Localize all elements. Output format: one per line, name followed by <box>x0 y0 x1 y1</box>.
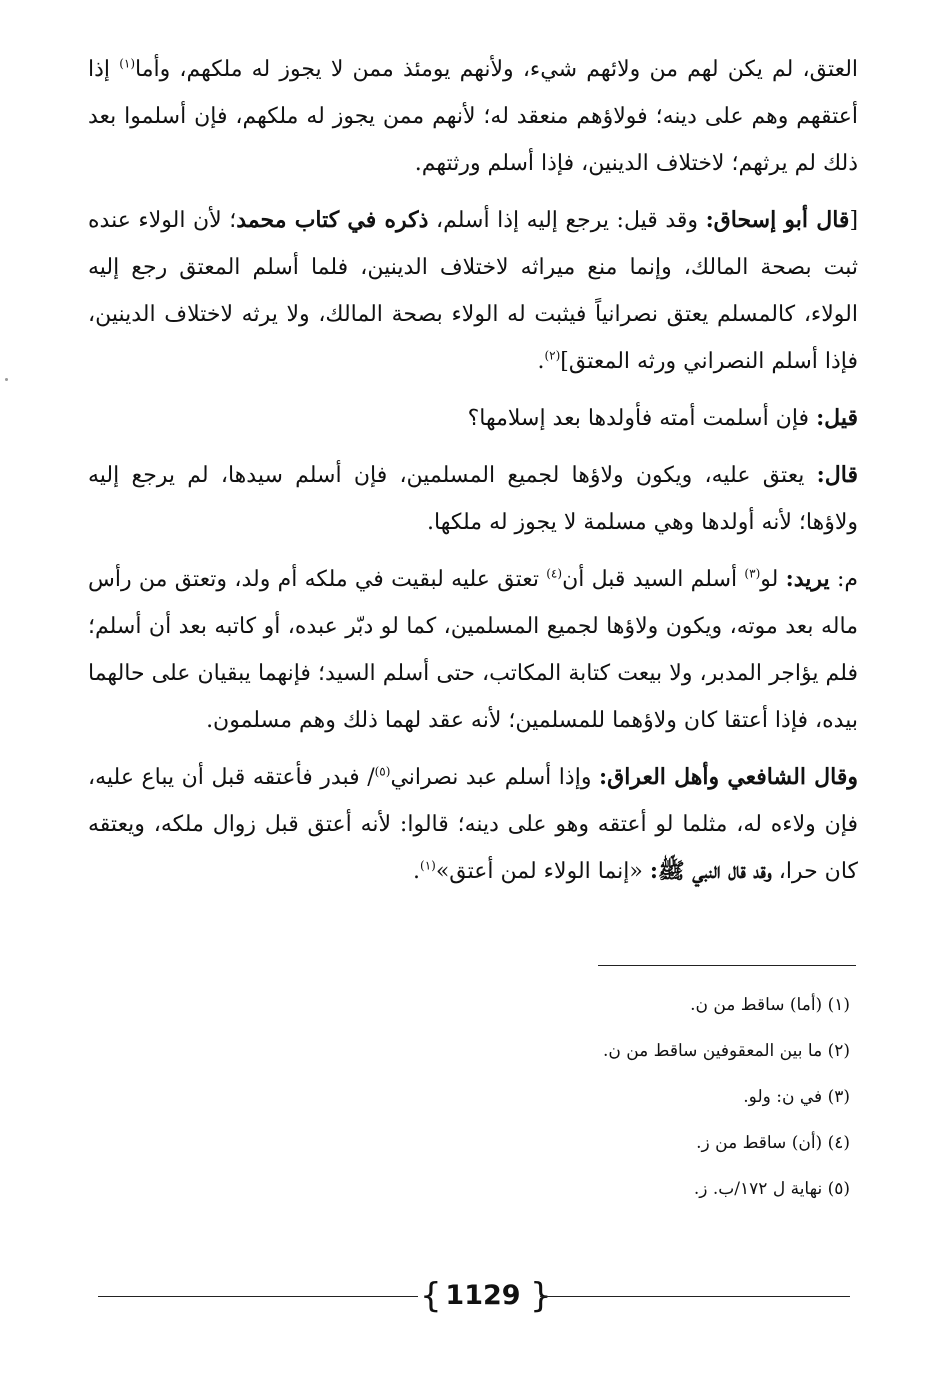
bold-text: وقال الشافعي وأهل العراق: <box>599 764 858 790</box>
text-run: فإن أسلمت أمته فأولدها بعد إسلامها؟ <box>467 406 817 431</box>
footnote-reference: (٥) <box>374 764 391 779</box>
footnote-reference: (١) <box>119 56 136 71</box>
text-run: . <box>413 859 421 884</box>
bold-text: ذكره في كتاب محمد <box>236 207 429 233</box>
paragraph <box>88 754 858 895</box>
text-run: العتق، لم يكن لهم من ولائهم شيء، ولأنهم يومئذ ممن لا يجوز له ملكهم، وأما <box>135 57 859 82</box>
text-run: م: <box>829 567 858 592</box>
text-run: «إنما الولاء لمن أعتق» <box>435 859 650 884</box>
paragraph <box>88 452 858 546</box>
paragraph <box>88 197 858 385</box>
footnote-reference: (٢) <box>544 348 561 363</box>
text-run: لو <box>760 567 786 592</box>
footnote-reference: (٣) <box>744 566 761 581</box>
text-run: . <box>537 349 545 374</box>
margin-dot <box>5 378 8 381</box>
text-run: وإذا أسلم عبد نصراني <box>390 765 600 790</box>
text-run: / فبدر فأعتقه قبل أن يباع عليه، فإن ولاءه له، مثلما لو أعتقه وهو على دينه؛ قالوا: لأنه أعتق قبل زوال ملكه، ويعتقه كان حرا، <box>88 765 858 884</box>
bold-text: قال: <box>816 462 858 488</box>
paragraph <box>88 46 858 187</box>
bold-text: يريد: <box>785 566 830 592</box>
main-text <box>88 46 858 905</box>
page-number-bracket-right: } <box>530 1276 552 1316</box>
text-run: يعتق عليه، ويكون ولاؤها لجميع المسلمين، فإن أسلم سيدها، لم يرجع إليه ولاؤها؛ لأنه أولدها وهي مسلمة لا يجوز له ملكها. <box>88 463 858 535</box>
footnote-reference: (٤) <box>546 566 563 581</box>
bold-text: وقد قال النبي ﷺ: <box>649 858 772 884</box>
footnote-reference: (١) <box>420 858 436 873</box>
paragraph <box>88 556 858 744</box>
footnotes <box>88 994 850 1224</box>
footnote: (٥) نهاية ل ١٧٢/ب. ز. <box>693 1179 850 1199</box>
page-number-bracket-left: { <box>420 1276 442 1316</box>
page-footer <box>98 1276 850 1316</box>
bold-text: قيل: <box>816 405 858 431</box>
paragraph <box>88 395 858 442</box>
text-run: وقد قيل: يرجع إليه إذا أسلم، <box>428 208 706 233</box>
bold-text: قال أبو إسحاق: <box>705 207 850 233</box>
footnote: (٢) ما بين المعقوفين ساقط من ن. <box>602 1041 850 1061</box>
text-run: تعتق عليه لبقيت في ملكه أم ولد، وتعتق من رأس ماله بعد موته، ويكون ولاؤها لجميع المسلمين، كما لو دبّر عبده، أو كاتبه بعد أن أسلم؛ فلم يؤاجر المدبر، ولا بيعت كتابة المكاتب، حتى أسلم السيد؛ فإنهما يبقيان على حالهما بيده، فإذا أعتقا كان ولاؤهما للمسلمين؛ لأنه عقد لهما ذلك وهم مسلمون. <box>88 567 858 733</box>
footer-rule-left <box>98 1296 418 1297</box>
text-run: أسلم السيد قبل أن <box>562 567 745 592</box>
text-run: إذا أعتقهم وهم على دينه؛ فولاؤهم منعقد له؛ لأنهم ممن يجوز له ملكهم، فإن أسلموا بعد ذلك لم يرثهم؛ لاختلاف الدينين، فإذا أسلم ورثتهم. <box>88 57 858 176</box>
footnote: (١) (أما) ساقط من ن. <box>690 995 850 1015</box>
footer-rule-right <box>540 1296 850 1297</box>
page-number: 1129 <box>445 1280 521 1311</box>
footnote: (٣) في ن: ولو. <box>743 1087 850 1107</box>
footnote-separator <box>598 965 856 966</box>
footnote: (٤) (أن) ساقط من ز. <box>696 1133 850 1153</box>
text-run: ؛ لأن الولاء عنده ثبت بصحة المالك، وإنما منع ميراثه لاختلاف الدينين، فلما أسلم المعتق رجع إليه الولاء، كالمسلم يعتق نصرانياً فيثبت له الولاء بصحة المالك، ولا يرثه لاختلاف الدينين، فإذا أسلم النصراني ورثه المعتق] <box>88 208 858 374</box>
text-run: [ <box>849 208 859 233</box>
